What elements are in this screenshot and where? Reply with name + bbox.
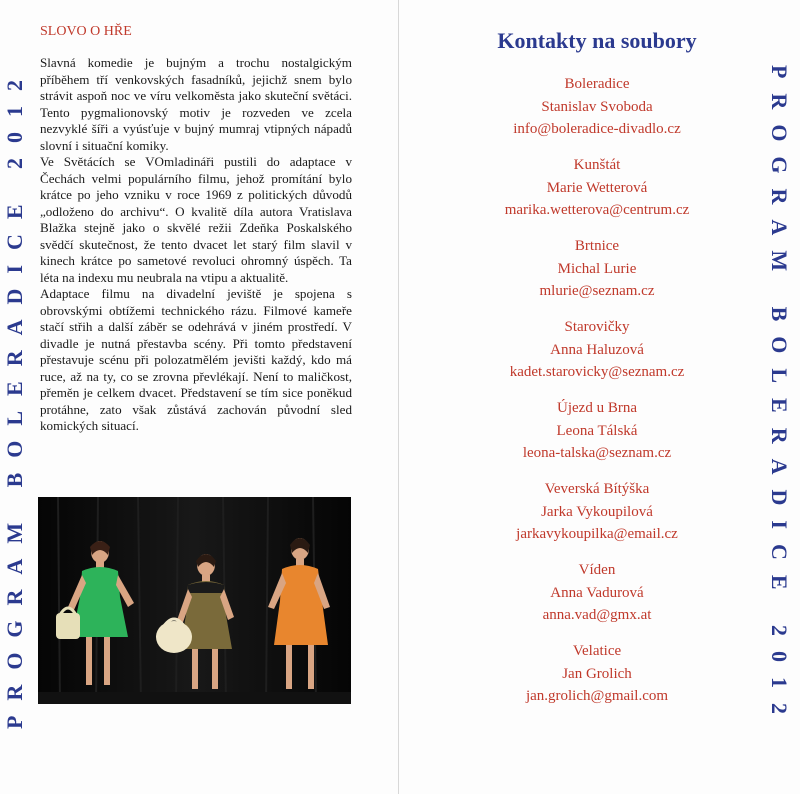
banner-text: PROGRAM BOLERADICE 2012	[2, 64, 28, 730]
stage-photo	[38, 497, 351, 704]
contact-person: Michal Lurie	[557, 260, 637, 277]
contact-person: Leona Tálská	[556, 422, 638, 439]
contact-person: Anna Vadurová	[550, 584, 644, 601]
contact-entry	[429, 73, 765, 154]
contact-person: Marie Wetterová	[546, 179, 648, 196]
contact-place: Brtnice	[574, 238, 620, 254]
contacts-title: Kontakty na soubory	[497, 28, 697, 53]
stage-photo-illustration	[38, 497, 351, 704]
contact-person: Stanislav Svoboda	[541, 98, 653, 115]
contact-email: kadet.starovicky@seznam.cz	[509, 364, 685, 380]
contact-list	[429, 73, 765, 721]
contact-email: jarkavykoupilka@email.cz	[516, 526, 678, 542]
article-paragraph: Adaptace filmu na divadelní jeviště je spojena s obrovskými obtížemi technického rázu. Filmové kameře stačí střih a další záběr se odehrává v jiném prostředí. V divadle je nutná přestavba scény. Při tomto představení přestavuje scénu při polozatmělém jevišti každý, kdo má ruce, až na ty, co se zrovna převlékají. Není to maličkost, přeměn je celkem dvacet. Představení se tím sice poněkud protáhne, zato však zůstává zachován původní sled komických situací.	[40, 286, 352, 433]
contact-person: Anna Haluzová	[550, 341, 644, 358]
article-text	[40, 55, 352, 435]
contact-email: jan.grolich@gmail.com	[525, 688, 669, 704]
banner-text: PROGRAM BOLERADICE 2012	[767, 64, 793, 730]
right-page	[399, 0, 800, 794]
contact-person: Jarka Vykoupilová	[541, 503, 653, 520]
contact-email: anna.vad@gmx.at	[542, 607, 652, 623]
section-heading: SLOVO O HŘE	[40, 24, 132, 39]
contact-place: Starovičky	[564, 319, 630, 335]
contact-place: Velatice	[572, 643, 622, 659]
contact-email: info@boleradice-divadlo.cz	[513, 121, 681, 137]
article-paragraph: Ve Světácích se VOmladináři pustili do adaptace v Čechách velmi populárního filmu, jehož promítání bylo krátce po jeho vzniku v roce 1969 z politických důvodů „odloženo do archivu“. O kvalitě díla autora Vratislava Blažka stejně jako o skvělé režii Zdeňka Poskalského svědčí skutečnost, že tento dvacet let starý film slavil v kinech krátce po sametové revoluci ohromný úspěch. Ta léta na indexu mu neubrala na vtipu a aktualitě.	[40, 154, 352, 285]
contact-entry	[429, 316, 765, 397]
contact-entry	[429, 154, 765, 235]
contact-entry	[429, 640, 765, 721]
contact-place: Víden	[578, 562, 616, 578]
contact-place: Kunštát	[573, 157, 621, 173]
contact-email: marika.wetterova@centrum.cz	[504, 202, 690, 218]
left-page	[0, 0, 399, 794]
contact-entry	[429, 235, 765, 316]
article-paragraph: Slavná komedie je bujným a trochu nostalgickým příběhem tří venkovských fasadníků, jejichž snem bylo strávit aspoň noc ve víru velkoměsta jako skuteční světáci. Tento pygmalionovský motiv je rozveden ve zcela nezvyklé šíři a vyúsťuje v bujný mumraj vtipných nápadů slovní i situační komiky.	[40, 55, 352, 153]
contact-email: leona-talska@seznam.cz	[522, 445, 672, 461]
contact-entry	[429, 478, 765, 559]
contact-person: Jan Grolich	[562, 665, 632, 682]
contact-entry	[429, 397, 765, 478]
contact-email: mlurie@seznam.cz	[539, 283, 655, 299]
contact-place: Újezd u Brna	[557, 400, 637, 416]
side-banner-right	[764, 0, 794, 794]
side-banner-left	[0, 0, 30, 794]
contact-place: Veverská Bítýška	[544, 481, 650, 497]
contact-place: Boleradice	[564, 76, 630, 92]
contact-entry	[429, 559, 765, 640]
